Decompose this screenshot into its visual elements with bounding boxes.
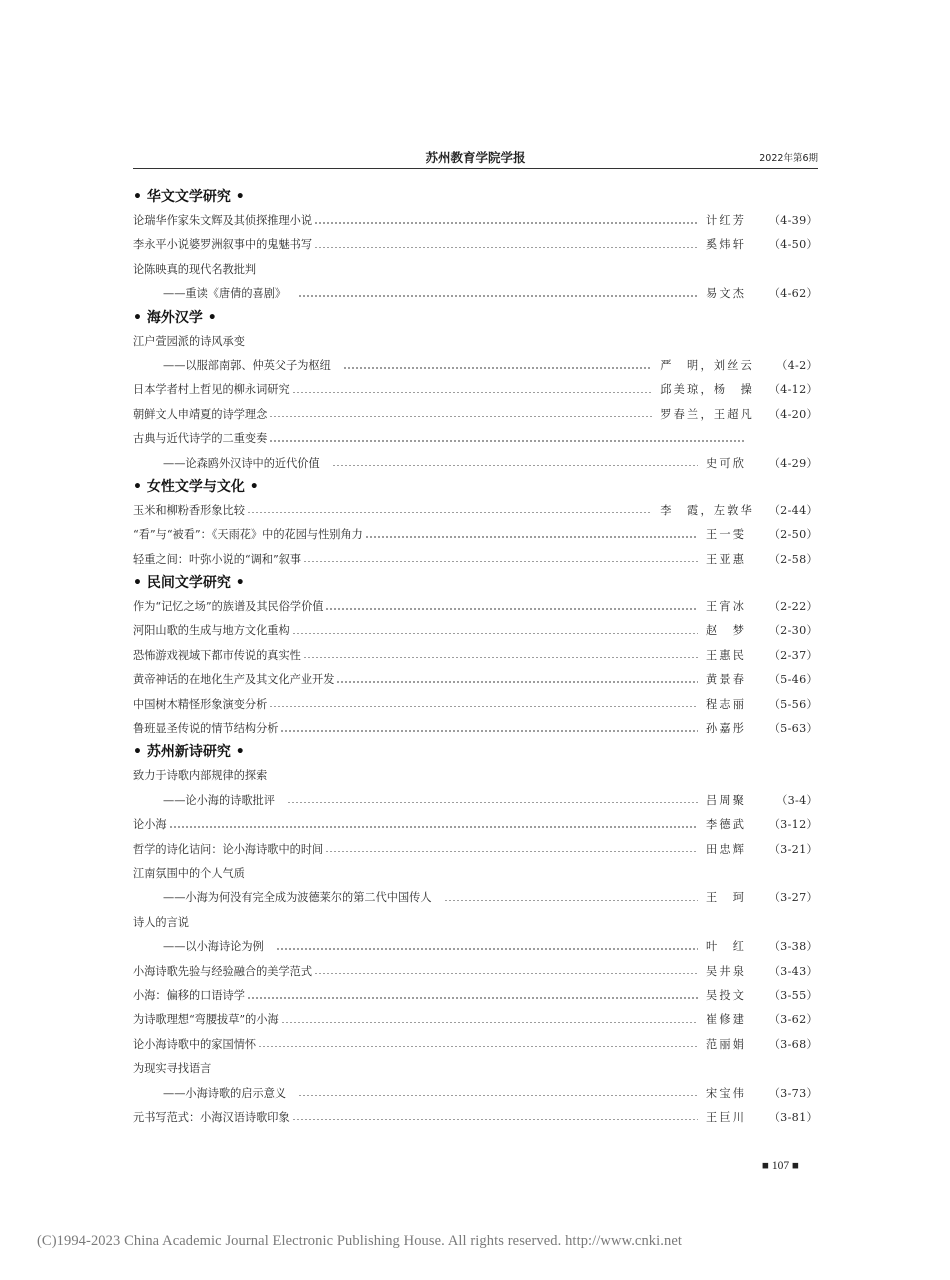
article-title: 朝鲜文人申靖夏的诗学理念 — [133, 407, 268, 421]
toc-entry[interactable] — [133, 960, 818, 984]
toc-entry[interactable] — [133, 330, 818, 354]
dot-leader — [292, 627, 698, 637]
article-title: 古典与近代诗学的二重变奏 — [133, 432, 268, 446]
article-title: 李永平小说婆罗洲叙事中的鬼魅书写 — [133, 238, 313, 252]
article-title: 恐怖游戏视域下都市传说的真实性 — [133, 648, 301, 662]
dot-leader — [280, 724, 698, 734]
article-title: 论小海 — [133, 818, 167, 832]
author-name: 史可欣 — [706, 456, 747, 470]
author-name: 赵 梦 — [706, 624, 747, 638]
article-title: 鲁班显圣传说的情节结构分析 — [133, 722, 279, 736]
dot-leader — [314, 967, 698, 977]
page-reference: （3-27） — [768, 891, 818, 905]
toc-subtitle-entry[interactable] — [133, 789, 818, 813]
page-reference: （2-44） — [768, 503, 818, 517]
table-of-contents — [133, 186, 818, 1130]
dot-leader — [269, 700, 698, 710]
page-reference: （3-4） — [776, 793, 818, 807]
toc-entry[interactable] — [133, 1008, 818, 1032]
page-reference: （3-21） — [768, 842, 818, 856]
dot-leader — [281, 1016, 698, 1026]
page-reference: （4-12） — [768, 383, 818, 397]
author-name: 范丽娟 — [706, 1037, 747, 1051]
page-reference: （5-63） — [768, 722, 818, 736]
toc-entry[interactable] — [133, 693, 818, 717]
page-reference: （4-29） — [768, 456, 818, 470]
toc-entry[interactable] — [133, 258, 818, 282]
dot-leader — [314, 216, 698, 226]
dot-leader — [303, 555, 698, 565]
dot-leader — [258, 1040, 698, 1050]
author-name: 宋宝伟 — [706, 1086, 747, 1100]
author-name: 崔修建 — [706, 1013, 747, 1027]
article-title: 元书写范式：小海汉语诗歌印象 — [133, 1110, 290, 1124]
author-name: 王亚惠 — [706, 552, 747, 566]
page-reference: （4-62） — [768, 287, 818, 301]
page-reference: （3-68） — [768, 1037, 818, 1051]
toc-entry[interactable] — [133, 233, 818, 257]
page-reference: （3-38） — [768, 940, 818, 954]
dot-leader — [325, 602, 698, 612]
section-heading: • 华文文学研究 • — [133, 189, 245, 205]
dot-leader — [276, 942, 698, 952]
toc-entry[interactable] — [133, 764, 818, 788]
toc-subtitle-entry[interactable] — [133, 354, 818, 378]
dot-leader — [336, 675, 698, 685]
page-reference: （2-58） — [768, 552, 818, 566]
toc-entry[interactable] — [133, 1033, 818, 1057]
page-reference: （5-56） — [768, 697, 818, 711]
toc-entry[interactable] — [133, 499, 818, 523]
dot-leader — [325, 845, 698, 855]
toc-subtitle-entry[interactable] — [133, 452, 818, 476]
toc-entry[interactable] — [133, 668, 818, 692]
running-header — [133, 146, 818, 169]
article-title: 论陈映真的现代名教批判 — [133, 262, 257, 276]
page-reference: （3-73） — [768, 1086, 818, 1100]
author-name: 程志丽 — [706, 697, 747, 711]
dot-leader — [292, 1113, 698, 1123]
dot-leader — [303, 651, 698, 661]
article-title: 致力于诗歌内部规律的探索 — [133, 769, 268, 783]
dot-leader — [247, 506, 652, 516]
article-title: 论小海诗歌中的家国情怀 — [133, 1037, 257, 1051]
page-reference: （2-37） — [768, 648, 818, 662]
author-name: 计红芳 — [706, 214, 747, 227]
article-title: 玉米和柳粉香形象比较 — [133, 503, 245, 517]
author-name: 严 明，刘丝云 — [660, 358, 754, 372]
dot-leader — [314, 241, 698, 251]
article-title: 轻重之间：叶弥小说的“调和”叙事 — [133, 552, 302, 566]
toc-entry[interactable] — [133, 595, 818, 619]
dot-leader — [269, 410, 652, 420]
page-reference: （4-50） — [768, 238, 818, 252]
page-reference: （4-20） — [768, 407, 818, 421]
page-reference: （2-30） — [768, 624, 818, 638]
page-reference: （5-46） — [768, 673, 818, 687]
page-reference: （3-81） — [768, 1110, 818, 1124]
author-name: 罗春兰，王超凡 — [660, 407, 754, 421]
article-title: 小海：偏移的口语诗学 — [133, 988, 245, 1002]
toc-subtitle-entry[interactable] — [133, 935, 818, 959]
section-heading: • 民间文学研究 • — [133, 575, 245, 592]
dot-leader — [343, 361, 652, 371]
article-title: 河阳山歌的生成与地方文化重构 — [133, 624, 290, 638]
section-heading: • 海外汉学 • — [133, 309, 217, 326]
dot-leader — [298, 289, 698, 299]
toc-subtitle-entry[interactable] — [133, 282, 818, 306]
author-name: 黄景春 — [706, 673, 747, 687]
toc-entry[interactable] — [133, 403, 818, 427]
page-reference: （3-43） — [768, 964, 818, 978]
section-heading: • 苏州新诗研究 • — [133, 744, 245, 761]
article-title: ——以服部南郭、仲英父子为枢纽 — [163, 358, 331, 372]
issue-number: 2022年第6期 — [759, 153, 818, 164]
article-title: 江户萱园派的诗风承变 — [133, 334, 245, 348]
article-title: ——重读《唐倩的喜剧》 — [163, 287, 287, 301]
page-reference: （3-62） — [768, 1013, 818, 1027]
article-title: 为现实寻找语言 — [133, 1062, 212, 1076]
dot-leader — [169, 820, 698, 830]
article-title: 为诗歌理想“弯腰拔草”的小海 — [133, 1013, 279, 1027]
article-title: “看”与“被看”：《天雨花》中的花园与性别角力 — [133, 528, 363, 542]
article-title: 作为“记忆之场”的族谱及其民俗学价值 — [133, 600, 324, 614]
author-name: 奚炜轩 — [706, 238, 747, 252]
copyright-notice: (C)1994-2023 China Academic Journal Electronic Publishing House. All rights reserved. http://www.cnki.net — [37, 1233, 683, 1249]
author-name: 吴投文 — [706, 988, 747, 1002]
author-name: 王巨川 — [706, 1110, 747, 1124]
article-title: 哲学的诗化诘问：论小海诗歌中的时间 — [133, 842, 324, 856]
article-title: ——小海诗歌的启示意义 — [163, 1086, 287, 1100]
page-reference: （2-50） — [768, 528, 818, 542]
page-reference: （3-55） — [768, 988, 818, 1002]
toc-entry[interactable] — [133, 619, 818, 643]
toc-entry[interactable] — [133, 1106, 818, 1130]
article-title: 小海诗歌先验与经验融合的美学范式 — [133, 964, 313, 978]
article-title: ——论小海的诗歌批评 — [163, 793, 275, 807]
toc-subtitle-entry[interactable] — [133, 886, 818, 910]
author-name: 吴井泉 — [706, 964, 747, 978]
toc-entry[interactable] — [133, 548, 818, 572]
toc-entry[interactable] — [133, 984, 818, 1008]
dot-leader — [269, 434, 746, 444]
dot-leader — [298, 1089, 698, 1099]
toc-entry[interactable] — [133, 427, 818, 451]
author-name: 田忠辉 — [706, 842, 747, 856]
author-name: 王 珂 — [706, 891, 747, 905]
toc-entry[interactable] — [133, 378, 818, 402]
article-title: 论瑞华作家朱文辉及其侦探推理小说 — [133, 214, 313, 227]
dot-leader — [287, 796, 698, 806]
dot-leader — [332, 459, 698, 469]
article-title: 江南氛围中的个人气质 — [133, 866, 245, 880]
toc-entry[interactable] — [133, 813, 818, 837]
journal-title: 苏州教育学院学报 — [425, 150, 526, 165]
toc-entry[interactable] — [133, 862, 818, 886]
author-name: 吕周聚 — [706, 793, 747, 807]
article-title: 中国树木精怪形象演变分析 — [133, 697, 268, 711]
article-title: ——以小海诗论为例 — [163, 940, 264, 954]
toc-entry[interactable] — [133, 209, 818, 233]
author-name: 王惠民 — [706, 648, 747, 662]
page-reference: （2-22） — [768, 600, 818, 614]
page-reference: （3-12） — [768, 818, 818, 832]
toc-entry[interactable] — [133, 717, 818, 741]
article-title: ——论森鸥外汉诗中的近代价值 — [163, 456, 320, 470]
dot-leader — [247, 991, 698, 1001]
article-title: 黄帝神话的在地化生产及其文化产业开发 — [133, 673, 335, 687]
author-name: 叶 红 — [706, 940, 747, 954]
page-number: ■ 107 ■ — [762, 1160, 799, 1172]
toc-subtitle-entry[interactable] — [133, 1082, 818, 1106]
toc-entry[interactable] — [133, 911, 818, 935]
dot-leader — [292, 386, 653, 396]
author-name: 易文杰 — [706, 287, 747, 301]
section-heading: • 女性文学与文化 • — [133, 478, 259, 495]
author-name: 李德武 — [706, 818, 747, 832]
author-name: 李 霞，左敦华 — [660, 503, 754, 517]
page-reference: （4-39） — [768, 214, 818, 227]
article-title: 日本学者村上哲见的柳永词研究 — [133, 383, 290, 397]
page-reference: （4-2） — [776, 358, 818, 372]
author-name: 邱美琼，杨 操 — [660, 383, 754, 397]
author-name: 王宵冰 — [706, 600, 747, 614]
toc-entry[interactable] — [133, 838, 818, 862]
toc-entry[interactable] — [133, 644, 818, 668]
dot-leader — [365, 530, 698, 540]
author-name: 孙嘉彤 — [706, 722, 747, 736]
toc-entry[interactable] — [133, 1057, 818, 1081]
author-name: 王一雯 — [706, 528, 747, 542]
dot-leader — [444, 894, 698, 904]
article-title: 诗人的言说 — [133, 915, 189, 929]
article-title: ——小海为何没有完全成为波德莱尔的第二代中国传人 — [163, 891, 432, 905]
toc-entry[interactable] — [133, 523, 818, 547]
